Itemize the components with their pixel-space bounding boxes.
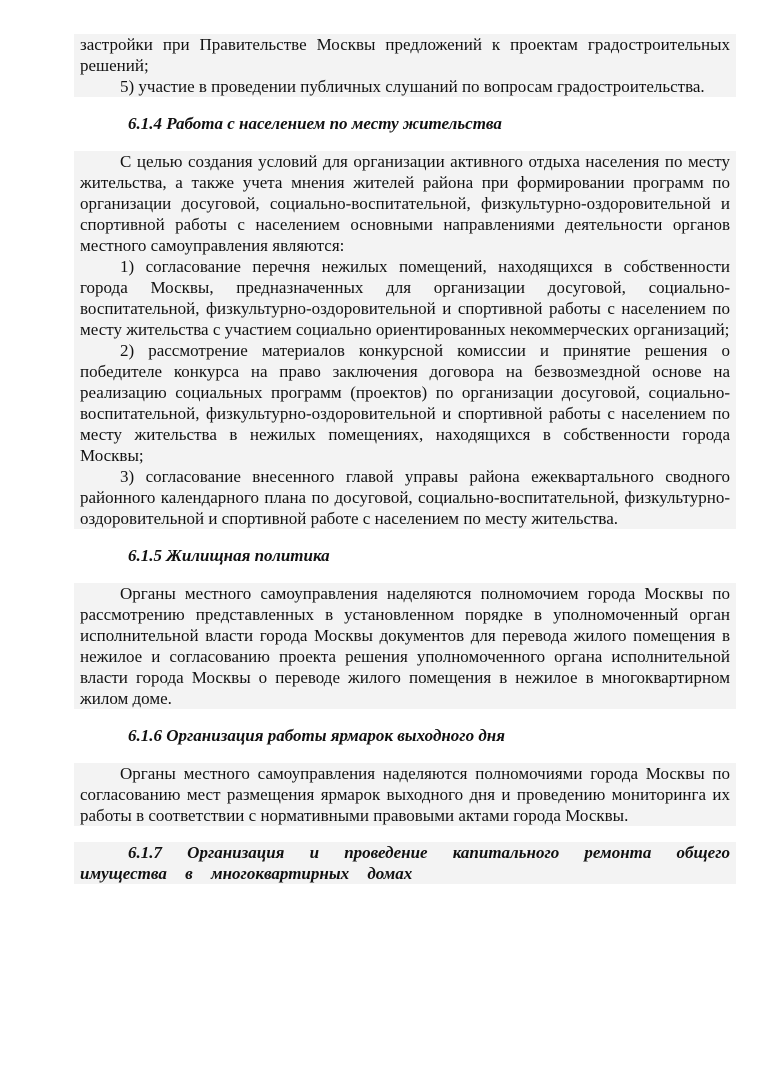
section-heading-6-1-4: 6.1.4 Работа с населением по месту жительства <box>128 114 502 133</box>
paragraph-zastrojki: застройки при Правительстве Москвы предложений к проектам градостроительных решений; <box>80 35 730 75</box>
list-item-1-premises: 1) согласование перечня нежилых помещений, находящихся в собственности города Москвы, предназначенных для организации досуговой, социально-воспитательной, физкультурно-оздоровительной и спортивной работы с населением по месту жительства с участием социально ориентированных некоммерческих организаций; <box>80 257 730 339</box>
paragraph-6-1-5-housing: Органы местного самоуправления наделяются полномочием города Москвы по рассмотрению представленных в установленном порядке в уполномоченный орган исполнительной власти города Москвы документов для перевода жилого помещения в нежилое и согласованию проекта решения уполномоченного органа исполнительной власти города Москвы о переводе жилого помещения в нежилое в многоквартирном жилом доме. <box>80 584 730 708</box>
section-heading-6-1-5: 6.1.5 Жилищная политика <box>128 546 330 565</box>
list-item-5-public-hearings: 5) участие в проведении публичных слушаний по вопросам градостроительства. <box>80 76 730 97</box>
paragraph-6-1-6-fairs: Органы местного самоуправления наделяются полномочиями города Москвы по согласованию мест размещения ярмарок выходного дня и проведению мониторинга их работы в соответствии с нормативными правовыми актами города Москвы. <box>80 764 730 825</box>
paragraph-6-1-4-intro: С целью создания условий для организации активного отдыха населения по месту жительства, а также учета мнения жителей района при формировании программ по организации досуговой, социально-воспитательной, физкультурно-оздоровительной и спортивной работы с населением основными направлениями деятельности органов местного самоуправления являются: <box>80 152 730 255</box>
document-page <box>80 34 730 884</box>
list-item-2-competition: 2) рассмотрение материалов конкурсной комиссии и принятие решения о победителе конкурса на право заключения договора на безвозмездной основе на реализацию социальных программ (проектов) по организации досуговой, социально-воспитательной, физкультурно-оздоровительной и спортивной работы с населением по месту жительства в нежилых помещениях, находящихся в собственности города Москвы; <box>80 341 730 465</box>
section-heading-6-1-7: 6.1.7 Организация и проведение капитального ремонта общего имущества в многоквартирных домах <box>80 843 730 883</box>
section-heading-6-1-6: 6.1.6 Организация работы ярмарок выходного дня <box>128 726 505 745</box>
list-item-3-calendar-plan: 3) согласование внесенного главой управы района ежеквартального сводного районного календарного плана по досуговой, социально-воспитательной, физкультурно-оздоровительной и спортивной работе с населением по месту жительства. <box>80 467 730 528</box>
